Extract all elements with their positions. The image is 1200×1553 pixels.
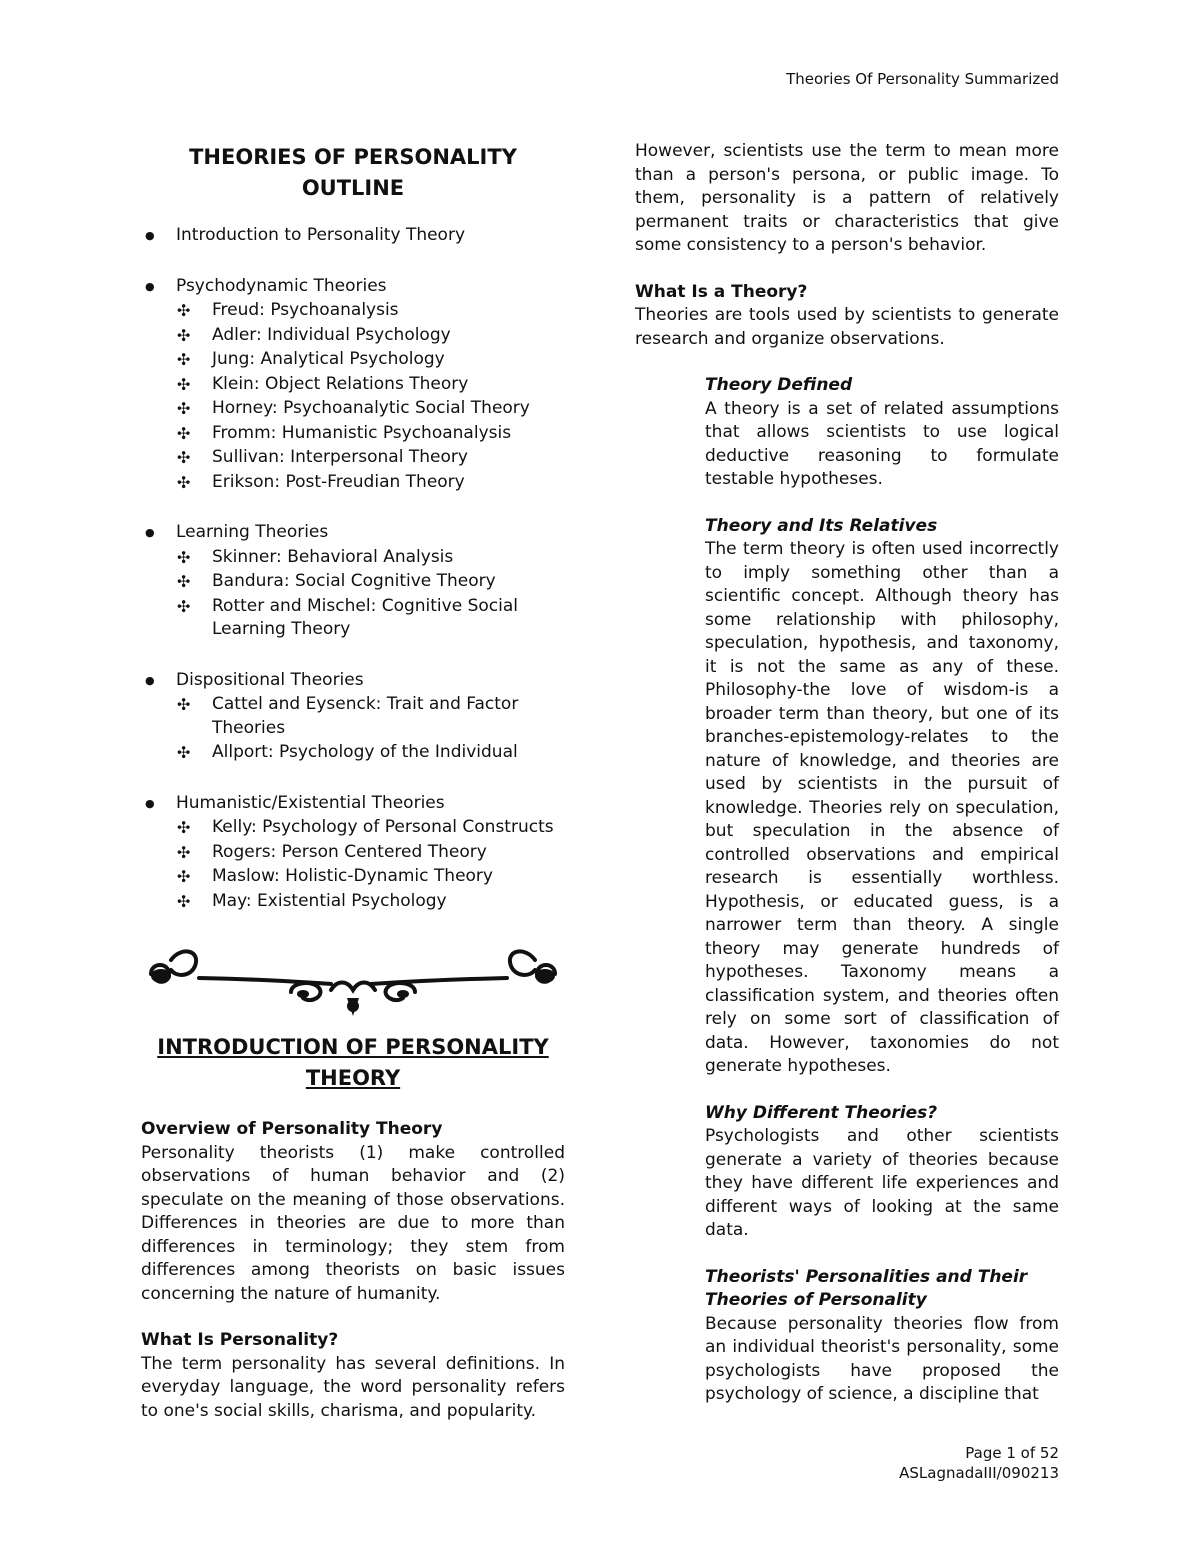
page-number: Page 1 of 52 — [965, 1444, 1059, 1462]
personality-heading: What Is Personality? — [141, 1330, 339, 1350]
outline-subitem: ✣ Allport: Psychology of the Individual — [176, 741, 565, 765]
outline-subitem: ✣ Maslow: Holistic-Dynamic Theory — [176, 865, 565, 889]
outline-section-label: ● Learning Theories — [176, 522, 329, 542]
outline-subitem: ✣ May: Existential Psychology — [176, 890, 565, 914]
relatives-heading: Theory and Its Relatives — [705, 515, 938, 536]
left-column — [141, 140, 565, 1423]
defined-text: A theory is a set of related assumptions that allows scientists to use logical deductive reasoning to formulate testable hypotheses. — [705, 398, 1059, 489]
outline-subitem: ✣ Adler: Individual Psychology — [176, 324, 565, 348]
indented-subsections — [705, 374, 1059, 1407]
running-header: Theories Of Personality Summarized — [786, 70, 1059, 88]
theory-heading: What Is a Theory? — [635, 281, 808, 302]
outline-section-label: ● Dispositional Theories — [176, 669, 364, 690]
outline-section-label: ● Introduction to Personality Theory — [176, 225, 466, 245]
outline-section — [141, 792, 565, 914]
page-footer — [899, 1443, 1059, 1483]
outline-subitem: ✣ Horney: Psychoanalytic Social Theory — [176, 397, 565, 421]
document-code: ASLagnadaIII/090213 — [899, 1464, 1059, 1482]
outline-subitem: ✣ Jung: Analytical Psychology — [176, 348, 565, 372]
outline-subitem: ✣ Klein: Object Relations Theory — [176, 373, 565, 397]
outline-sublist — [176, 299, 565, 494]
section-title-line2: THEORY — [305, 1066, 401, 1090]
outline-subitem: ✣ Erikson: Post-Freudian Theory — [176, 471, 565, 495]
outline-sublist — [176, 693, 565, 765]
outline-subitem: ✣ Rotter and Mischel: Cognitive Social Learning Theory — [176, 595, 565, 642]
why-heading: Why Different Theories? — [705, 1102, 938, 1123]
outline-section — [141, 669, 565, 765]
outline-section-label: ● Humanistic/Existential Theories — [176, 792, 445, 813]
outline-subitem: ✣ Freud: Psychoanalysis — [176, 299, 565, 323]
outline-section — [141, 224, 565, 248]
section-title-line1: INTRODUCTION OF PERSONALITY — [157, 1035, 549, 1059]
outline-subitem: ✣ Fromm: Humanistic Psychoanalysis — [176, 422, 565, 446]
theorists-text: Because personality theories flow from an individual theorist's personality, some psychologists have proposed the psychology of science, a discipline that — [705, 1313, 1059, 1404]
theorists-heading: Theorists' Personalities and Their Theories of Personality — [705, 1266, 1028, 1310]
outline-subitem: ✣ Cattel and Eysenck: Trait and Factor Theories — [176, 693, 565, 740]
outline-subitem: ✣ Rogers: Person Centered Theory — [176, 841, 565, 865]
overview-heading: Overview of Personality Theory — [141, 1119, 443, 1139]
personality-text: The term personality has several definitions. In everyday language, the word personality refers to one's social skills, charisma, and popularity. — [141, 1353, 565, 1421]
right-column — [635, 140, 1059, 1407]
outline-subitem: ✣ Sullivan: Interpersonal Theory — [176, 446, 565, 470]
outline-title-line2: OUTLINE — [301, 176, 405, 200]
outline-section — [141, 521, 565, 642]
outline-section — [141, 275, 565, 495]
outline-sublist — [176, 816, 565, 913]
defined-heading: Theory Defined — [705, 375, 853, 395]
outline-section-label: ● Psychodynamic Theories — [176, 275, 387, 296]
continuation-text: However, scientists use the term to mean more than a person's persona, or public image. To them, personality is a pattern of relatively permanent traits or characteristics that give some consistency to a person's behavior. — [635, 141, 1059, 255]
outline-title-line1: THEORIES OF PERSONALITY — [189, 145, 517, 169]
why-text: Psychologists and other scientists generate a variety of theories because they have different life experiences and different ways of looking at the same data. — [705, 1126, 1059, 1240]
overview-text: Personality theorists (1) make controlled observations of human behavior and (2) speculate on the meaning of those observations. Differences in theories are due to more than differences in terminology; they stem from differences among theorists on basic issues concerning the nature of humanity. — [141, 1142, 565, 1304]
relatives-text: The term theory is often used incorrectly to imply something other than a scientific concept. Although theory has some relationship with philosophy, speculation, hypothesis, and taxonomy, it is not the same as any of these. Philosophy-the love of wisdom-is a broader term than theory, but one of its branches-epistemology-relates to the nature of knowledge, and theories are used by scientists in the pursuit of knowledge. Theories rely on speculation, but speculation in the absence of controlled observations and empirical research is essentially worthless. Hypothesis, or educated guess, is a narrower term than theory. A single theory may generate hundreds of hypotheses. Taxonomy means a classification system, and theories often rely on some sort of classification of data. However, taxonomies do not generate hypotheses. — [705, 539, 1059, 1076]
outline-subitem: ✣ Bandura: Social Cognitive Theory — [176, 570, 565, 594]
outline-subitem: ✣ Skinner: Behavioral Analysis — [176, 546, 565, 570]
outline-title — [141, 142, 565, 204]
outline-subitem: ✣ Kelly: Psychology of Personal Constructs — [176, 816, 565, 840]
scroll-flourish-icon — [141, 940, 565, 1020]
theory-text: Theories are tools used by scientists to generate research and organize observations. — [635, 305, 1059, 349]
section-title — [141, 1032, 565, 1094]
outline-list — [141, 224, 565, 913]
outline-sublist — [176, 546, 565, 642]
